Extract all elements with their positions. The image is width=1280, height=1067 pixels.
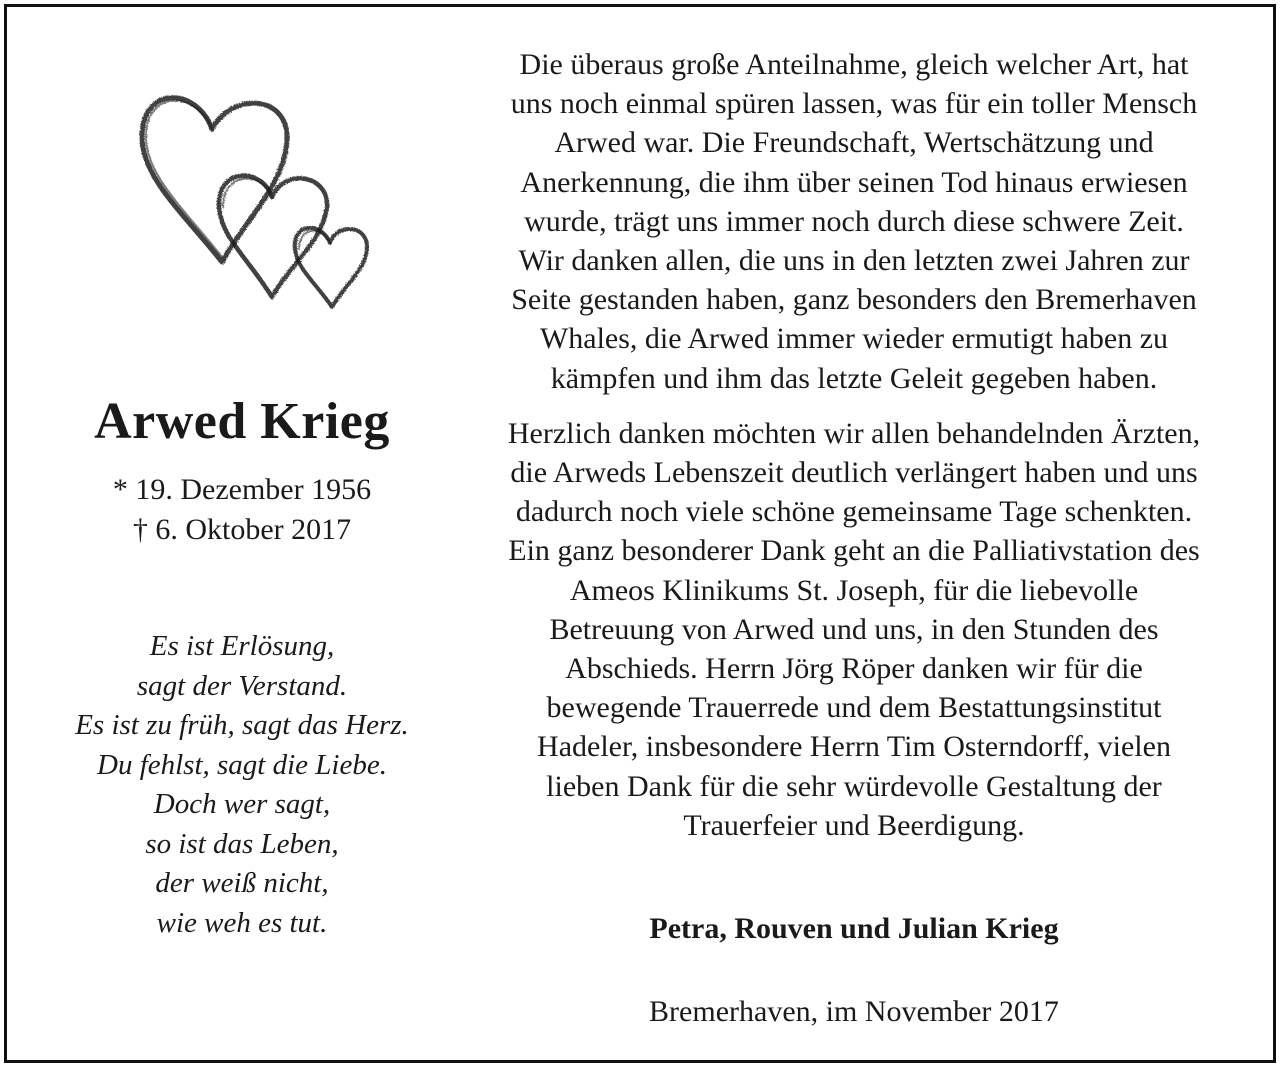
paragraph-line: Arwed war. Die Freundschaft, Wertschätzung und <box>554 126 1154 160</box>
thanks-paragraph-1 <box>445 45 1263 398</box>
paragraph-line: kämpfen und ihm das letzte Geleit gegeben haben. <box>550 361 1158 395</box>
paragraph-line: Seite gestanden haben, ganz besonders den Bremerhaven <box>511 283 1197 317</box>
paragraph-line: Anerkennung, die ihm über seinen Tod hinaus erwiesen <box>520 165 1188 199</box>
deceased-name: Arwed Krieg <box>94 393 390 450</box>
paragraph-line: Ein ganz besonderer Dank geht an die Palliativstation des <box>508 534 1200 568</box>
paragraph-line: Abschieds. Herrn Jörg Röper danken wir für die <box>565 652 1143 686</box>
paragraph-line: Hadeler, insbesondere Herrn Tim Osterndorff, vielen <box>537 730 1171 764</box>
paragraph-line: bewegende Trauerrede und dem Bestattungsinstitut <box>546 691 1162 725</box>
signature: Petra, Rouven und Julian Krieg <box>649 912 1059 945</box>
poem-line: der weiß nicht, <box>155 867 329 899</box>
poem-line: Du fehlst, sagt die Liebe. <box>97 748 387 781</box>
paragraph-line: Whales, die Arwed immer wieder ermutigt haben zu <box>539 322 1169 356</box>
paragraph-line: dadurch noch viele schöne gemeinsame Tage schenkten. <box>515 495 1193 529</box>
poem-line: Doch wer sagt, <box>153 788 331 820</box>
left-column <box>37 7 457 1060</box>
paragraph-line: Ameos Klinikums St. Joseph, für die liebevolle <box>569 573 1139 607</box>
obituary-notice <box>4 4 1276 1063</box>
poem-line: wie weh es tut. <box>156 906 328 939</box>
paragraph-line: Trauerfeier und Beerdigung. <box>683 808 1025 842</box>
poem-line: Es ist zu früh, sagt das Herz. <box>75 709 409 741</box>
poem-line: sagt der Verstand. <box>136 669 348 702</box>
paragraph-line: Betreuung von Arwed und uns, in den Stunden des <box>549 612 1159 646</box>
paragraph-line: Wir danken allen, die uns in den letzten zwei Jahren zur <box>518 244 1190 278</box>
thanks-paragraph-2 <box>445 414 1263 845</box>
paragraph-line: die Arweds Lebenszeit deutlich verlängert haben und uns <box>510 456 1198 490</box>
paragraph-line: Die überaus große Anteilnahme, gleich welcher Art, hat <box>519 48 1189 81</box>
three-hearts-icon <box>97 67 397 317</box>
poem-line: so ist das Leben, <box>145 827 339 860</box>
paragraph-line: Herzlich danken möchten wir allen behandelnden Ärzten, <box>507 416 1201 450</box>
right-column <box>445 45 1263 845</box>
place-date: Bremerhaven, im November 2017 <box>649 995 1059 1028</box>
death-date: † 6. Oktober 2017 <box>132 513 352 546</box>
life-dates <box>37 470 447 550</box>
birth-date: * 19. Dezember 1956 <box>112 473 372 506</box>
poem <box>37 627 447 943</box>
paragraph-line: wurde, trägt uns immer noch durch diese schwere Zeit. <box>524 204 1184 238</box>
paragraph-line: lieben Dank für die sehr würdevolle Gestaltung der <box>546 769 1162 803</box>
paragraph-line: uns noch einmal spüren lassen, was für ein toller Mensch <box>510 87 1198 121</box>
poem-line: Es ist Erlösung, <box>149 630 335 662</box>
